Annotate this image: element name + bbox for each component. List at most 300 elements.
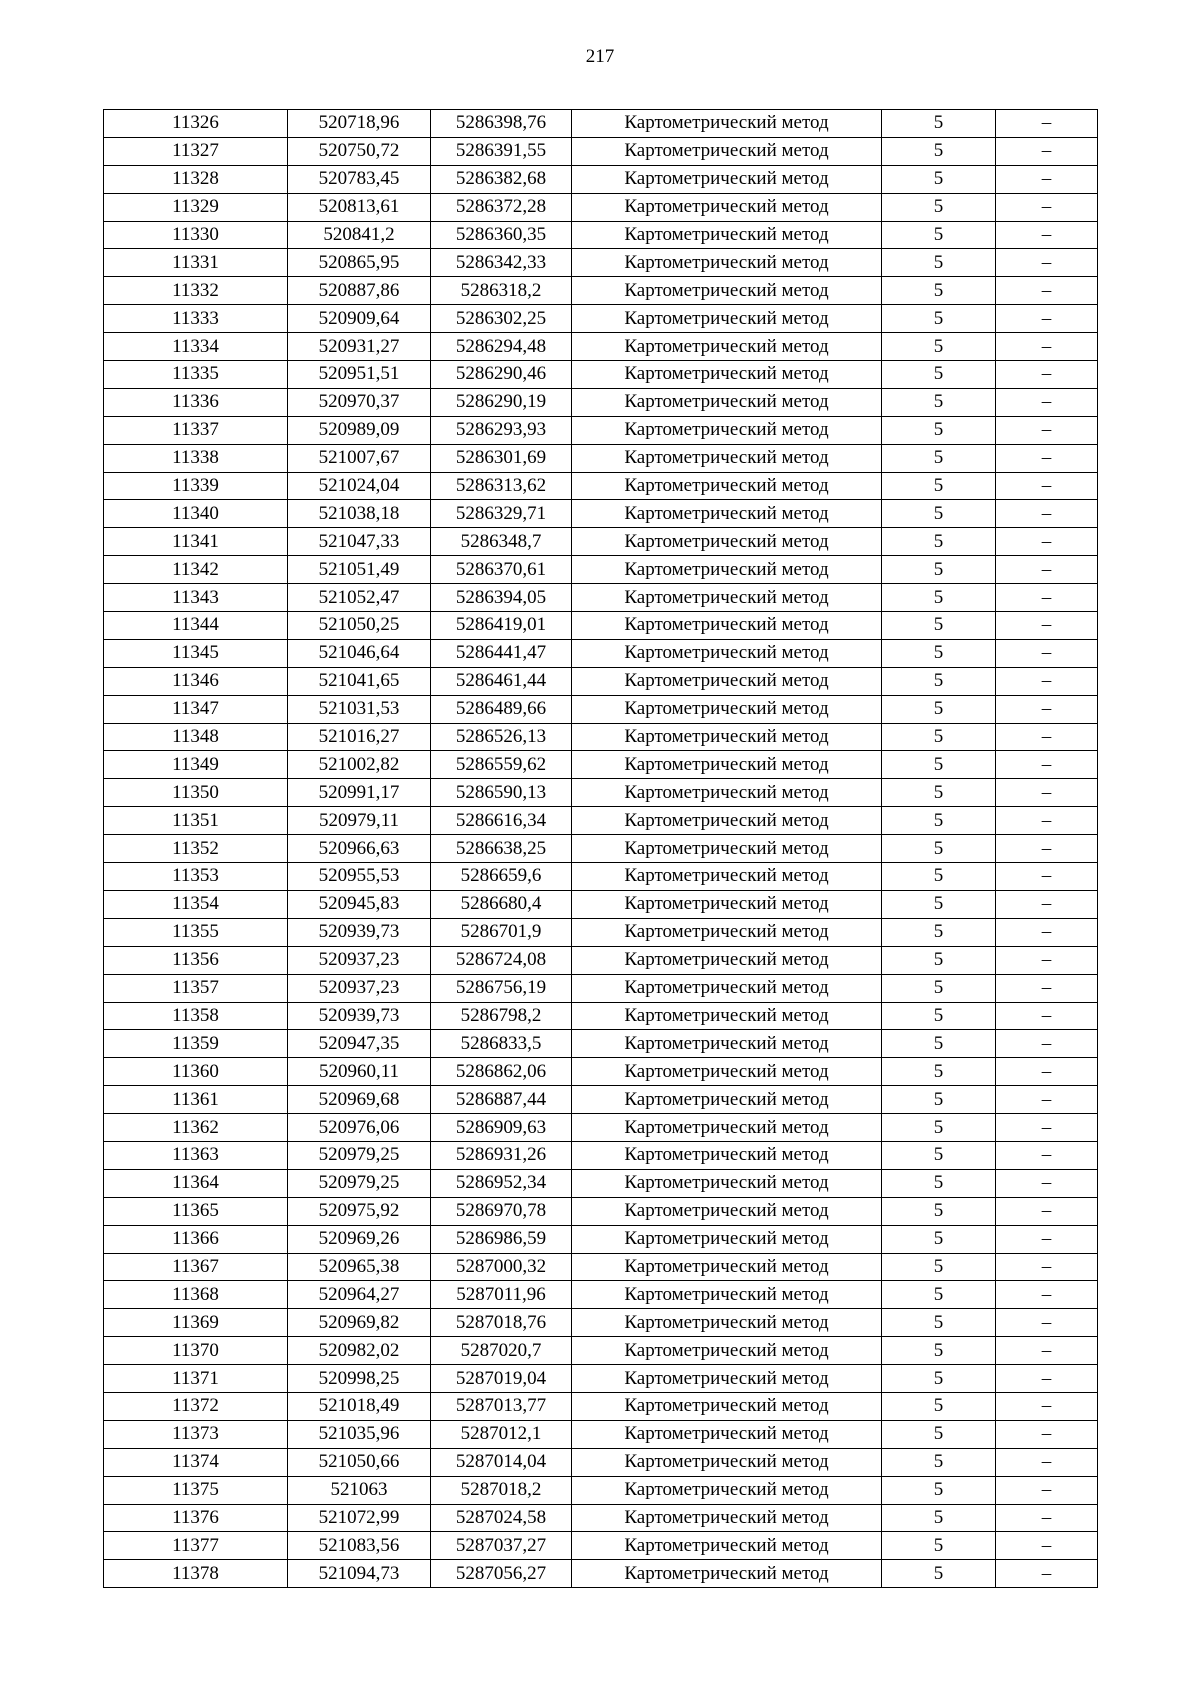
accuracy-cell: 5	[882, 835, 996, 863]
accuracy-cell: 5	[882, 1086, 996, 1114]
x-coordinate-cell: 521072,99	[288, 1504, 431, 1532]
point-number-cell: 11367	[104, 1253, 288, 1281]
point-number-cell: 11363	[104, 1141, 288, 1169]
method-cell: Картометрический метод	[572, 277, 882, 305]
accuracy-cell: 5	[882, 890, 996, 918]
y-coordinate-cell: 5287018,76	[431, 1309, 572, 1337]
page-number: 217	[585, 46, 615, 67]
table-row	[104, 137, 1098, 165]
y-coordinate-cell: 5286370,61	[431, 556, 572, 584]
accuracy-cell: 5	[882, 1169, 996, 1197]
note-cell: –	[996, 1169, 1098, 1197]
table-row	[104, 1169, 1098, 1197]
accuracy-cell: 5	[882, 361, 996, 389]
table-row	[104, 1281, 1098, 1309]
method-cell: Картометрический метод	[572, 221, 882, 249]
table-row	[104, 807, 1098, 835]
method-cell: Картометрический метод	[572, 946, 882, 974]
x-coordinate-cell: 520937,23	[288, 974, 431, 1002]
y-coordinate-cell: 5287012,1	[431, 1420, 572, 1448]
point-number-cell: 11352	[104, 835, 288, 863]
y-coordinate-cell: 5286394,05	[431, 584, 572, 612]
method-cell: Картометрический метод	[572, 667, 882, 695]
x-coordinate-cell: 521041,65	[288, 667, 431, 695]
method-cell: Картометрический метод	[572, 472, 882, 500]
x-coordinate-cell: 520979,25	[288, 1141, 431, 1169]
table-row	[104, 835, 1098, 863]
y-coordinate-cell: 5286862,06	[431, 1058, 572, 1086]
accuracy-cell: 5	[882, 723, 996, 751]
table-row	[104, 1504, 1098, 1532]
method-cell: Картометрический метод	[572, 1309, 882, 1337]
point-number-cell: 11364	[104, 1169, 288, 1197]
x-coordinate-cell: 520937,23	[288, 946, 431, 974]
accuracy-cell: 5	[882, 779, 996, 807]
note-cell: –	[996, 695, 1098, 723]
x-coordinate-cell: 521038,18	[288, 500, 431, 528]
point-number-cell: 11326	[104, 110, 288, 138]
y-coordinate-cell: 5286887,44	[431, 1086, 572, 1114]
note-cell: –	[996, 1141, 1098, 1169]
x-coordinate-cell: 521094,73	[288, 1560, 431, 1588]
point-number-cell: 11332	[104, 277, 288, 305]
note-cell: –	[996, 1253, 1098, 1281]
table-row	[104, 1002, 1098, 1030]
method-cell: Картометрический метод	[572, 1476, 882, 1504]
point-number-cell: 11341	[104, 528, 288, 556]
point-number-cell: 11357	[104, 974, 288, 1002]
note-cell: –	[996, 946, 1098, 974]
y-coordinate-cell: 5287037,27	[431, 1532, 572, 1560]
y-coordinate-cell: 5286590,13	[431, 779, 572, 807]
y-coordinate-cell: 5286931,26	[431, 1141, 572, 1169]
table-row	[104, 333, 1098, 361]
point-number-cell: 11370	[104, 1337, 288, 1365]
y-coordinate-cell: 5286290,19	[431, 388, 572, 416]
x-coordinate-cell: 520718,96	[288, 110, 431, 138]
method-cell: Картометрический метод	[572, 1448, 882, 1476]
point-number-cell: 11358	[104, 1002, 288, 1030]
y-coordinate-cell: 5286348,7	[431, 528, 572, 556]
table-row	[104, 472, 1098, 500]
accuracy-cell: 5	[882, 305, 996, 333]
method-cell: Картометрический метод	[572, 1532, 882, 1560]
accuracy-cell: 5	[882, 612, 996, 640]
accuracy-cell: 5	[882, 1114, 996, 1142]
method-cell: Картометрический метод	[572, 1030, 882, 1058]
point-number-cell: 11340	[104, 500, 288, 528]
y-coordinate-cell: 5286986,59	[431, 1225, 572, 1253]
y-coordinate-cell: 5286293,93	[431, 416, 572, 444]
accuracy-cell: 5	[882, 556, 996, 584]
method-cell: Картометрический метод	[572, 1058, 882, 1086]
table-row	[104, 863, 1098, 891]
point-number-cell: 11377	[104, 1532, 288, 1560]
table-row	[104, 612, 1098, 640]
y-coordinate-cell: 5287018,2	[431, 1476, 572, 1504]
y-coordinate-cell: 5286290,46	[431, 361, 572, 389]
accuracy-cell: 5	[882, 974, 996, 1002]
point-number-cell: 11333	[104, 305, 288, 333]
table-row	[104, 165, 1098, 193]
note-cell: –	[996, 667, 1098, 695]
note-cell: –	[996, 1532, 1098, 1560]
note-cell: –	[996, 1030, 1098, 1058]
x-coordinate-cell: 520975,92	[288, 1197, 431, 1225]
point-number-cell: 11334	[104, 333, 288, 361]
point-number-cell: 11368	[104, 1281, 288, 1309]
accuracy-cell: 5	[882, 137, 996, 165]
accuracy-cell: 5	[882, 1337, 996, 1365]
y-coordinate-cell: 5287020,7	[431, 1337, 572, 1365]
note-cell: –	[996, 416, 1098, 444]
accuracy-cell: 5	[882, 1365, 996, 1393]
table-row	[104, 695, 1098, 723]
x-coordinate-cell: 520865,95	[288, 249, 431, 277]
accuracy-cell: 5	[882, 1141, 996, 1169]
method-cell: Картометрический метод	[572, 974, 882, 1002]
note-cell: –	[996, 1365, 1098, 1393]
x-coordinate-cell: 521018,49	[288, 1392, 431, 1420]
point-number-cell: 11339	[104, 472, 288, 500]
method-cell: Картометрический метод	[572, 1392, 882, 1420]
x-coordinate-cell: 520966,63	[288, 835, 431, 863]
x-coordinate-cell: 520841,2	[288, 221, 431, 249]
note-cell: –	[996, 1309, 1098, 1337]
point-number-cell: 11345	[104, 639, 288, 667]
table-row	[104, 890, 1098, 918]
accuracy-cell: 5	[882, 1504, 996, 1532]
accuracy-cell: 5	[882, 807, 996, 835]
note-cell: –	[996, 1002, 1098, 1030]
y-coordinate-cell: 5286701,9	[431, 918, 572, 946]
point-number-cell: 11355	[104, 918, 288, 946]
x-coordinate-cell: 520969,82	[288, 1309, 431, 1337]
note-cell: –	[996, 361, 1098, 389]
method-cell: Картометрический метод	[572, 1281, 882, 1309]
method-cell: Картометрический метод	[572, 1002, 882, 1030]
point-number-cell: 11373	[104, 1420, 288, 1448]
x-coordinate-cell: 520939,73	[288, 918, 431, 946]
point-number-cell: 11375	[104, 1476, 288, 1504]
accuracy-cell: 5	[882, 221, 996, 249]
y-coordinate-cell: 5286724,08	[431, 946, 572, 974]
y-coordinate-cell: 5286526,13	[431, 723, 572, 751]
table-row	[104, 500, 1098, 528]
accuracy-cell: 5	[882, 639, 996, 667]
y-coordinate-cell: 5286659,6	[431, 863, 572, 891]
table-row	[104, 1365, 1098, 1393]
point-number-cell: 11353	[104, 863, 288, 891]
point-number-cell: 11369	[104, 1309, 288, 1337]
table-row	[104, 751, 1098, 779]
accuracy-cell: 5	[882, 863, 996, 891]
y-coordinate-cell: 5286398,76	[431, 110, 572, 138]
table-row	[104, 974, 1098, 1002]
accuracy-cell: 5	[882, 1448, 996, 1476]
x-coordinate-cell: 520991,17	[288, 779, 431, 807]
accuracy-cell: 5	[882, 918, 996, 946]
x-coordinate-cell: 521063	[288, 1476, 431, 1504]
method-cell: Картометрический метод	[572, 1560, 882, 1588]
y-coordinate-cell: 5286489,66	[431, 695, 572, 723]
method-cell: Картометрический метод	[572, 500, 882, 528]
x-coordinate-cell: 520955,53	[288, 863, 431, 891]
method-cell: Картометрический метод	[572, 612, 882, 640]
accuracy-cell: 5	[882, 584, 996, 612]
method-cell: Картометрический метод	[572, 165, 882, 193]
table-row	[104, 1560, 1098, 1588]
table-row	[104, 667, 1098, 695]
x-coordinate-cell: 521031,53	[288, 695, 431, 723]
point-number-cell: 11349	[104, 751, 288, 779]
point-number-cell: 11359	[104, 1030, 288, 1058]
point-number-cell: 11330	[104, 221, 288, 249]
y-coordinate-cell: 5286970,78	[431, 1197, 572, 1225]
note-cell: –	[996, 807, 1098, 835]
table-row	[104, 193, 1098, 221]
y-coordinate-cell: 5286756,19	[431, 974, 572, 1002]
method-cell: Картометрический метод	[572, 1141, 882, 1169]
point-number-cell: 11361	[104, 1086, 288, 1114]
table-row	[104, 221, 1098, 249]
point-number-cell: 11360	[104, 1058, 288, 1086]
point-number-cell: 11371	[104, 1365, 288, 1393]
method-cell: Картометрический метод	[572, 1197, 882, 1225]
y-coordinate-cell: 5287019,04	[431, 1365, 572, 1393]
method-cell: Картометрический метод	[572, 1420, 882, 1448]
y-coordinate-cell: 5286419,01	[431, 612, 572, 640]
y-coordinate-cell: 5286461,44	[431, 667, 572, 695]
method-cell: Картометрический метод	[572, 1337, 882, 1365]
point-number-cell: 11329	[104, 193, 288, 221]
point-number-cell: 11336	[104, 388, 288, 416]
table-row	[104, 1114, 1098, 1142]
x-coordinate-cell: 521052,47	[288, 584, 431, 612]
x-coordinate-cell: 521050,25	[288, 612, 431, 640]
note-cell: –	[996, 333, 1098, 361]
accuracy-cell: 5	[882, 1476, 996, 1504]
accuracy-cell: 5	[882, 1560, 996, 1588]
x-coordinate-cell: 520945,83	[288, 890, 431, 918]
note-cell: –	[996, 1448, 1098, 1476]
accuracy-cell: 5	[882, 528, 996, 556]
point-number-cell: 11366	[104, 1225, 288, 1253]
note-cell: –	[996, 751, 1098, 779]
table-row	[104, 1420, 1098, 1448]
accuracy-cell: 5	[882, 1420, 996, 1448]
method-cell: Картометрический метод	[572, 193, 882, 221]
accuracy-cell: 5	[882, 277, 996, 305]
point-number-cell: 11327	[104, 137, 288, 165]
note-cell: –	[996, 221, 1098, 249]
y-coordinate-cell: 5286360,35	[431, 221, 572, 249]
x-coordinate-cell: 520783,45	[288, 165, 431, 193]
accuracy-cell: 5	[882, 695, 996, 723]
note-cell: –	[996, 1225, 1098, 1253]
y-coordinate-cell: 5286318,2	[431, 277, 572, 305]
accuracy-cell: 5	[882, 1002, 996, 1030]
table-row	[104, 1141, 1098, 1169]
method-cell: Картометрический метод	[572, 695, 882, 723]
note-cell: –	[996, 110, 1098, 138]
x-coordinate-cell: 521047,33	[288, 528, 431, 556]
method-cell: Картометрический метод	[572, 361, 882, 389]
table-row	[104, 639, 1098, 667]
x-coordinate-cell: 521002,82	[288, 751, 431, 779]
accuracy-cell: 5	[882, 1058, 996, 1086]
x-coordinate-cell: 520970,37	[288, 388, 431, 416]
accuracy-cell: 5	[882, 416, 996, 444]
method-cell: Картометрический метод	[572, 835, 882, 863]
method-cell: Картометрический метод	[572, 333, 882, 361]
table-row	[104, 779, 1098, 807]
y-coordinate-cell: 5286798,2	[431, 1002, 572, 1030]
point-number-cell: 11376	[104, 1504, 288, 1532]
point-number-cell: 11378	[104, 1560, 288, 1588]
x-coordinate-cell: 521035,96	[288, 1420, 431, 1448]
table-row	[104, 1253, 1098, 1281]
x-coordinate-cell: 520976,06	[288, 1114, 431, 1142]
note-cell: –	[996, 165, 1098, 193]
y-coordinate-cell: 5287056,27	[431, 1560, 572, 1588]
note-cell: –	[996, 639, 1098, 667]
x-coordinate-cell: 520964,27	[288, 1281, 431, 1309]
method-cell: Картометрический метод	[572, 890, 882, 918]
method-cell: Картометрический метод	[572, 1253, 882, 1281]
y-coordinate-cell: 5286342,33	[431, 249, 572, 277]
x-coordinate-cell: 521050,66	[288, 1448, 431, 1476]
y-coordinate-cell: 5287011,96	[431, 1281, 572, 1309]
y-coordinate-cell: 5287000,32	[431, 1253, 572, 1281]
table-row	[104, 416, 1098, 444]
accuracy-cell: 5	[882, 444, 996, 472]
x-coordinate-cell: 520979,11	[288, 807, 431, 835]
table-row	[104, 1030, 1098, 1058]
note-cell: –	[996, 1281, 1098, 1309]
y-coordinate-cell: 5286441,47	[431, 639, 572, 667]
method-cell: Картометрический метод	[572, 918, 882, 946]
method-cell: Картометрический метод	[572, 779, 882, 807]
y-coordinate-cell: 5286952,34	[431, 1169, 572, 1197]
accuracy-cell: 5	[882, 1281, 996, 1309]
x-coordinate-cell: 521024,04	[288, 472, 431, 500]
table-row	[104, 1476, 1098, 1504]
note-cell: –	[996, 500, 1098, 528]
y-coordinate-cell: 5286301,69	[431, 444, 572, 472]
x-coordinate-cell: 520969,26	[288, 1225, 431, 1253]
note-cell: –	[996, 1337, 1098, 1365]
accuracy-cell: 5	[882, 667, 996, 695]
accuracy-cell: 5	[882, 472, 996, 500]
x-coordinate-cell: 520989,09	[288, 416, 431, 444]
accuracy-cell: 5	[882, 1225, 996, 1253]
method-cell: Картометрический метод	[572, 1225, 882, 1253]
x-coordinate-cell: 520750,72	[288, 137, 431, 165]
y-coordinate-cell: 5286329,71	[431, 500, 572, 528]
y-coordinate-cell: 5286833,5	[431, 1030, 572, 1058]
table-row	[104, 110, 1098, 138]
method-cell: Картометрический метод	[572, 1114, 882, 1142]
note-cell: –	[996, 444, 1098, 472]
table-row	[104, 277, 1098, 305]
accuracy-cell: 5	[882, 249, 996, 277]
table-row	[104, 1392, 1098, 1420]
y-coordinate-cell: 5286391,55	[431, 137, 572, 165]
accuracy-cell: 5	[882, 1532, 996, 1560]
x-coordinate-cell: 520960,11	[288, 1058, 431, 1086]
accuracy-cell: 5	[882, 1309, 996, 1337]
point-number-cell: 11335	[104, 361, 288, 389]
accuracy-cell: 5	[882, 1030, 996, 1058]
point-number-cell: 11356	[104, 946, 288, 974]
point-number-cell: 11374	[104, 1448, 288, 1476]
method-cell: Картометрический метод	[572, 1504, 882, 1532]
method-cell: Картометрический метод	[572, 1365, 882, 1393]
table-row	[104, 1197, 1098, 1225]
x-coordinate-cell: 521046,64	[288, 639, 431, 667]
method-cell: Картометрический метод	[572, 639, 882, 667]
point-number-cell: 11351	[104, 807, 288, 835]
note-cell: –	[996, 1197, 1098, 1225]
point-number-cell: 11328	[104, 165, 288, 193]
method-cell: Картометрический метод	[572, 416, 882, 444]
note-cell: –	[996, 1504, 1098, 1532]
note-cell: –	[996, 779, 1098, 807]
accuracy-cell: 5	[882, 1392, 996, 1420]
note-cell: –	[996, 1114, 1098, 1142]
method-cell: Картометрический метод	[572, 751, 882, 779]
coordinates-table	[103, 109, 1098, 1588]
y-coordinate-cell: 5287024,58	[431, 1504, 572, 1532]
note-cell: –	[996, 1560, 1098, 1588]
method-cell: Картометрический метод	[572, 388, 882, 416]
y-coordinate-cell: 5286616,34	[431, 807, 572, 835]
point-number-cell: 11348	[104, 723, 288, 751]
table-row	[104, 361, 1098, 389]
table-row	[104, 946, 1098, 974]
note-cell: –	[996, 1420, 1098, 1448]
y-coordinate-cell: 5286638,25	[431, 835, 572, 863]
accuracy-cell: 5	[882, 500, 996, 528]
point-number-cell: 11365	[104, 1197, 288, 1225]
note-cell: –	[996, 556, 1098, 584]
y-coordinate-cell: 5286313,62	[431, 472, 572, 500]
point-number-cell: 11346	[104, 667, 288, 695]
accuracy-cell: 5	[882, 193, 996, 221]
accuracy-cell: 5	[882, 388, 996, 416]
point-number-cell: 11372	[104, 1392, 288, 1420]
x-coordinate-cell: 520998,25	[288, 1365, 431, 1393]
x-coordinate-cell: 520909,64	[288, 305, 431, 333]
method-cell: Картометрический метод	[572, 723, 882, 751]
method-cell: Картометрический метод	[572, 807, 882, 835]
note-cell: –	[996, 890, 1098, 918]
point-number-cell: 11362	[104, 1114, 288, 1142]
y-coordinate-cell: 5286302,25	[431, 305, 572, 333]
table-row	[104, 305, 1098, 333]
note-cell: –	[996, 612, 1098, 640]
x-coordinate-cell: 520969,68	[288, 1086, 431, 1114]
note-cell: –	[996, 835, 1098, 863]
x-coordinate-cell: 521016,27	[288, 723, 431, 751]
accuracy-cell: 5	[882, 946, 996, 974]
y-coordinate-cell: 5286680,4	[431, 890, 572, 918]
table-row	[104, 918, 1098, 946]
note-cell: –	[996, 528, 1098, 556]
table-row	[104, 528, 1098, 556]
note-cell: –	[996, 918, 1098, 946]
